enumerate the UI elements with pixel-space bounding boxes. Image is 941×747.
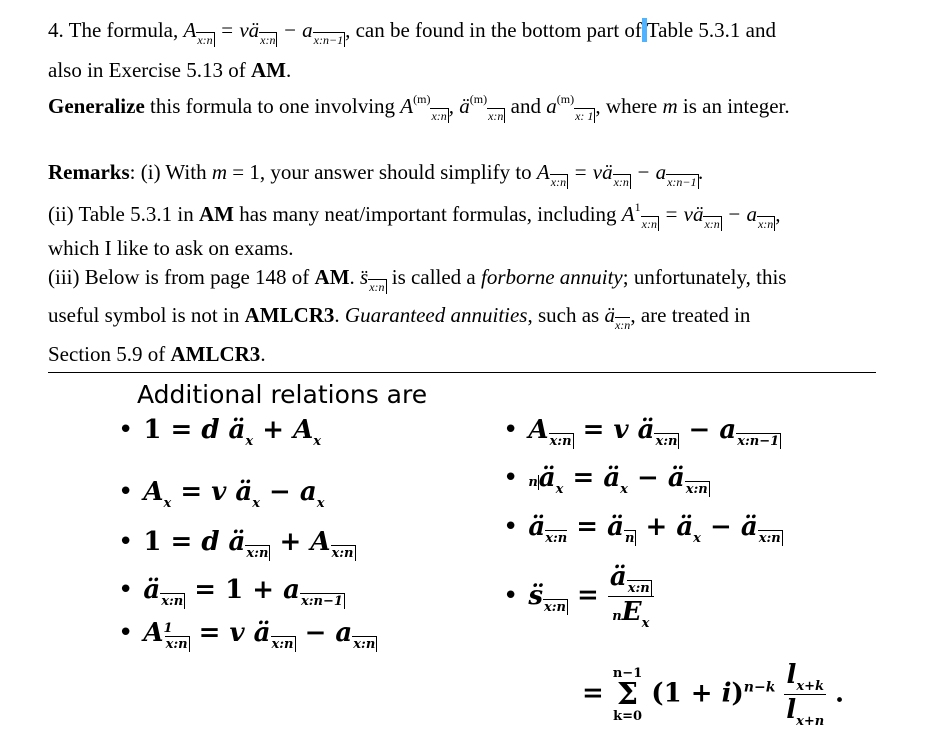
remarks-line-5-text4: , are treated in xyxy=(630,303,751,327)
forborne-annuity-term: forborne annuity xyxy=(481,265,623,289)
summation: n−1 Σ k=0 xyxy=(612,665,643,724)
problem-line-1-prefix: 4. The formula, xyxy=(48,18,184,42)
bullet: • xyxy=(503,512,519,542)
remarks-line-5-bold: AMLCR3 xyxy=(244,303,335,327)
remarks-line-6-text: Section 5.9 of xyxy=(48,342,171,366)
symbol-guaranteed: $ä_{x:n}$ xyxy=(604,303,631,332)
symbol-a-m: $a^{(m)}_{x: 1}$ xyxy=(546,92,594,123)
formula-pure-endowment: $A^1_{x:n}$ = $vä_{x:n} - a_{x:n}$, xyxy=(621,200,781,231)
remarks-line-5-text2: . xyxy=(334,303,345,327)
remarks-line-1-eq: = 1, your answer should simplify to xyxy=(227,160,537,184)
relation-left-5: • $A^1_{x:n} = v$ $ä_{x:n} - a_{x:n}$ xyxy=(118,618,376,652)
problem-line-2-end: . xyxy=(285,58,292,82)
remarks-line-4-text: (iii) Below is from page 148 of xyxy=(48,265,315,289)
problem-line-3-text: this formula to one involving xyxy=(144,94,401,118)
excerpt-heading: Additional relations are xyxy=(137,380,428,409)
remarks-line-4-text2: . xyxy=(349,265,361,289)
problem-line-3-end: , where xyxy=(595,94,663,118)
remarks-line-2-text: (ii) Table 5.3.1 in xyxy=(48,202,199,226)
fraction: $\frac{l_{x+k}}{l_{x+n}}$ xyxy=(786,660,825,729)
problem-line-2-bold: AM xyxy=(250,58,286,82)
generalize-label: Generalize xyxy=(48,94,145,118)
problem-line-2-text: also in Exercise 5.13 of xyxy=(48,58,251,82)
problem-line-3-and: and xyxy=(505,94,547,118)
remarks-line-1-m: m xyxy=(211,160,228,184)
bullet: • xyxy=(118,415,134,445)
remarks-line-6-end: . xyxy=(260,342,266,366)
remarks-line-2-bold: AM xyxy=(198,202,234,226)
remarks-line-4-bold: AM xyxy=(314,265,350,289)
remarks-line-5-text: useful symbol is not in xyxy=(48,303,245,327)
bullet: • xyxy=(503,580,519,611)
formula-simplified: $A_{x:n}$ = $vä_{x:n} - a_{x:n-1}$. xyxy=(536,160,704,189)
symbols-upper-m: $A^{(m)}_{x:n}$, $ä^{(m)}_{x:n}$ xyxy=(400,92,504,123)
relation-left-1: • 1 = d $ä_x + A_x$ xyxy=(118,415,322,449)
remarks-line-3-text: which I like to ask on exams. xyxy=(48,236,294,260)
remarks-line-1-text: : (i) With xyxy=(129,160,212,184)
relation-right-2: • $nä_x$ = $ä_x$ − $ä_{x:n}$ xyxy=(503,463,708,497)
relation-right-3: • $ä_{x:n}$ = $ä_n$ + $ä_x$ − $ä_{x:n}$ xyxy=(503,512,781,546)
relation-left-2: • $A_x = v$ $ä_x - a_x$ xyxy=(118,477,325,511)
remarks-label: Remarks xyxy=(48,160,130,184)
bullet: • xyxy=(118,527,134,557)
remarks-line-4-text3: is called a xyxy=(386,265,482,289)
problem-line-3-m: m xyxy=(662,94,678,118)
bullet: • xyxy=(118,477,134,507)
bullet: • xyxy=(118,575,134,605)
bullet: • xyxy=(503,463,519,493)
relation-right-5: = n−1 Σ k=0 $(1 + i)^{n-k}$ $\frac{l_{x+k}}{l_{x+n}}$ . xyxy=(582,660,845,729)
symbol-forborne: $s̈_{x:n}$ xyxy=(360,265,385,294)
bullet: • xyxy=(118,618,134,648)
remarks-line-2-text2: has many neat/important formulas, including xyxy=(233,202,622,226)
relation-left-4: • $ä_{x:n} = 1 + a_{x:n-1}$ xyxy=(118,575,343,609)
problem-line-1-suffix: can be found in the bottom part of xyxy=(355,18,642,42)
relation-right-4: • $s̈_{x:n}$ = $\frac{ä_{x:n}}{nE_x}$ xyxy=(503,562,654,631)
formula-A-xn: $A_{x:n}$ = $vä_{x:n} - a_{x:n-1}$, xyxy=(183,18,351,47)
remarks-line-5-text3: , such as xyxy=(527,303,605,327)
remarks-line-4-text4: ; unfortunately, this xyxy=(622,265,787,289)
relation-right-1: • $A_{x:n} = v$ $ä_{x:n} - a_{x:n-1}$ xyxy=(503,415,780,449)
problem-line-3-tail: is an integer. xyxy=(677,94,790,118)
relation-left-3: • 1 = d $ä_{x:n} + A_{x:n}$ xyxy=(118,527,354,561)
guaranteed-annuities-term: Guaranteed annuities xyxy=(344,303,528,327)
remarks-line-6-bold: AMLCR3 xyxy=(170,342,261,366)
problem-line-1-end: Table 5.3.1 and xyxy=(646,18,776,42)
fraction: $\frac{ä_{x:n}}{nE_x}$ xyxy=(608,562,654,631)
bullet: • xyxy=(503,415,519,445)
